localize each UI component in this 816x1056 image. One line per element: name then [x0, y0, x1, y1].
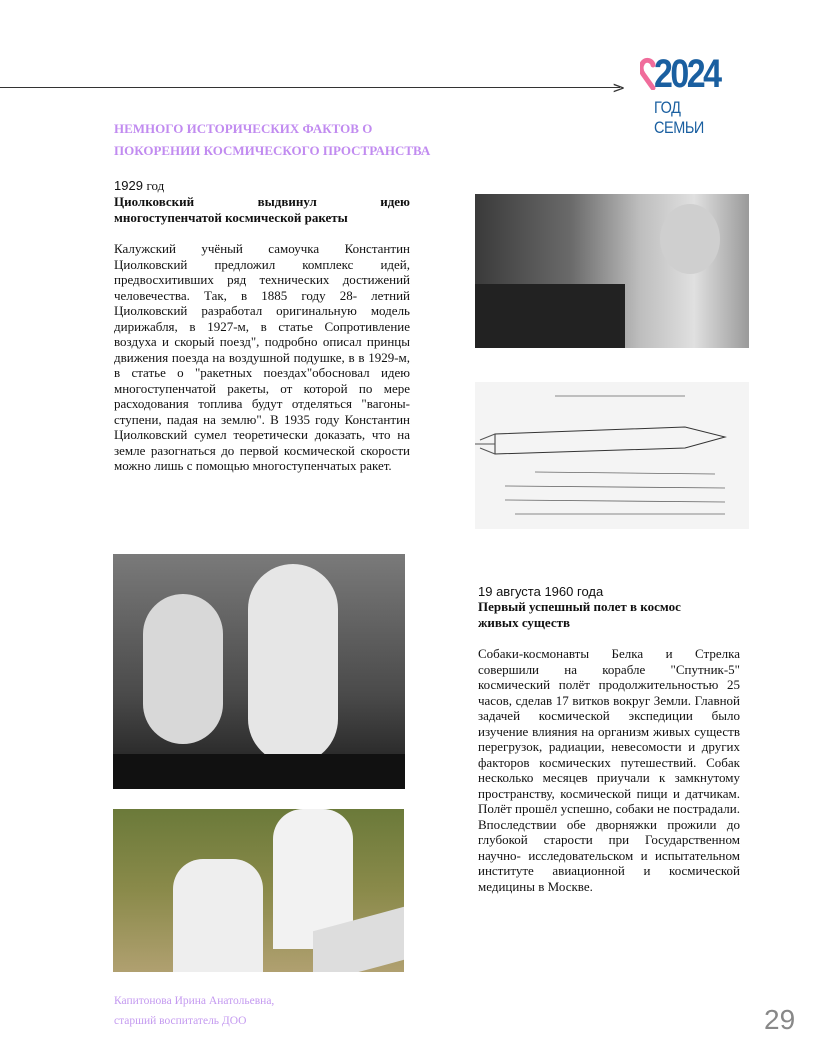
- heading-line: Первый успешный полет в космос: [478, 599, 681, 614]
- heading-line: Циолковский выдвинул идею: [114, 194, 410, 209]
- dogs-landing-photo: [113, 809, 404, 972]
- page-number: 29: [764, 1004, 796, 1035]
- logo-subtitle: ГОД СЕМЬИ: [654, 98, 704, 137]
- author-footer: [114, 991, 274, 1031]
- section-date: 19 августа 1960 года: [478, 584, 604, 599]
- section-heading: [478, 599, 740, 631]
- tsiolkovsky-photo: [475, 194, 749, 348]
- header-rule: [0, 87, 620, 88]
- section-year: [114, 178, 410, 194]
- section-body: Калужский учёный самоучка Константин Циолковский предложил комплекс идей, предвосхитивших ряд технических достижений человечества. Так, в 1885 году 28- летний Циолковский разработал оригинальную модель дирижабля, в 1927-м, в статье Сопротивление воздуха и скорый поезд", подробно описал принцы движения поезда на воздушной подушке, в в 1929-м, в статье о "ракетных поездах"обосновал идею многоступенчатой ракеты, от которой по мере расходования топлива будут отделяться "вагоны- ступени, падая на землю". В 1935 году Константин Циолковский сумел теоретически доказать, что на земле разогнаться до первой космической скорости можно лишь с помощью многоступенчатых ракет.: [114, 241, 410, 473]
- title-line: НЕМНОГО ИСТОРИЧЕСКИХ ФАКТОВ О: [114, 121, 373, 136]
- section-body: Собаки-космонавты Белка и Стрелка совершили на корабле "Спутник-5" космический полёт продолжительностью 25 часов, сделав 17 витков вокруг Земли. Главной задачей космической экспедиции было изучение влияния на организм живых существ перегрузок, радиации, невесомости и других факторов космических путешествий. Собак несколько месяцев приучали к замкнутому пространству, космической пищи и датчикам. Полёт прошёл успешно, собаки не пострадали. Впоследствии обе дворняжки прожили до глубокой старости при Государственном научно- исследовательском и испытательном институте авиационной и космической медицины в Москве.: [478, 646, 740, 894]
- title-line: ПОКОРЕНИИ КОСМИЧЕСКОГО ПРОСТРАНСТВА: [114, 143, 431, 158]
- author-position: старший воспитатель ДОО: [114, 1015, 247, 1027]
- section-heading: [114, 194, 410, 226]
- year-word: год: [146, 178, 165, 193]
- heading-line: живых существ: [478, 615, 571, 630]
- year-of-family-logo: [640, 52, 740, 137]
- year-number: 1929: [114, 178, 143, 193]
- author-name: Капитонова Ирина Анатольевна,: [114, 995, 275, 1007]
- page-title: [114, 118, 474, 162]
- logo-year: 2024: [654, 52, 720, 96]
- section-tsiolkovsky: [114, 178, 410, 474]
- rocket-sketch: [475, 382, 749, 529]
- heading-line: многоступенчатой космической ракеты: [114, 210, 348, 225]
- section-space-dogs: [478, 584, 740, 894]
- belka-strelka-photo: [113, 554, 405, 789]
- arrow-right-icon: >: [612, 78, 626, 97]
